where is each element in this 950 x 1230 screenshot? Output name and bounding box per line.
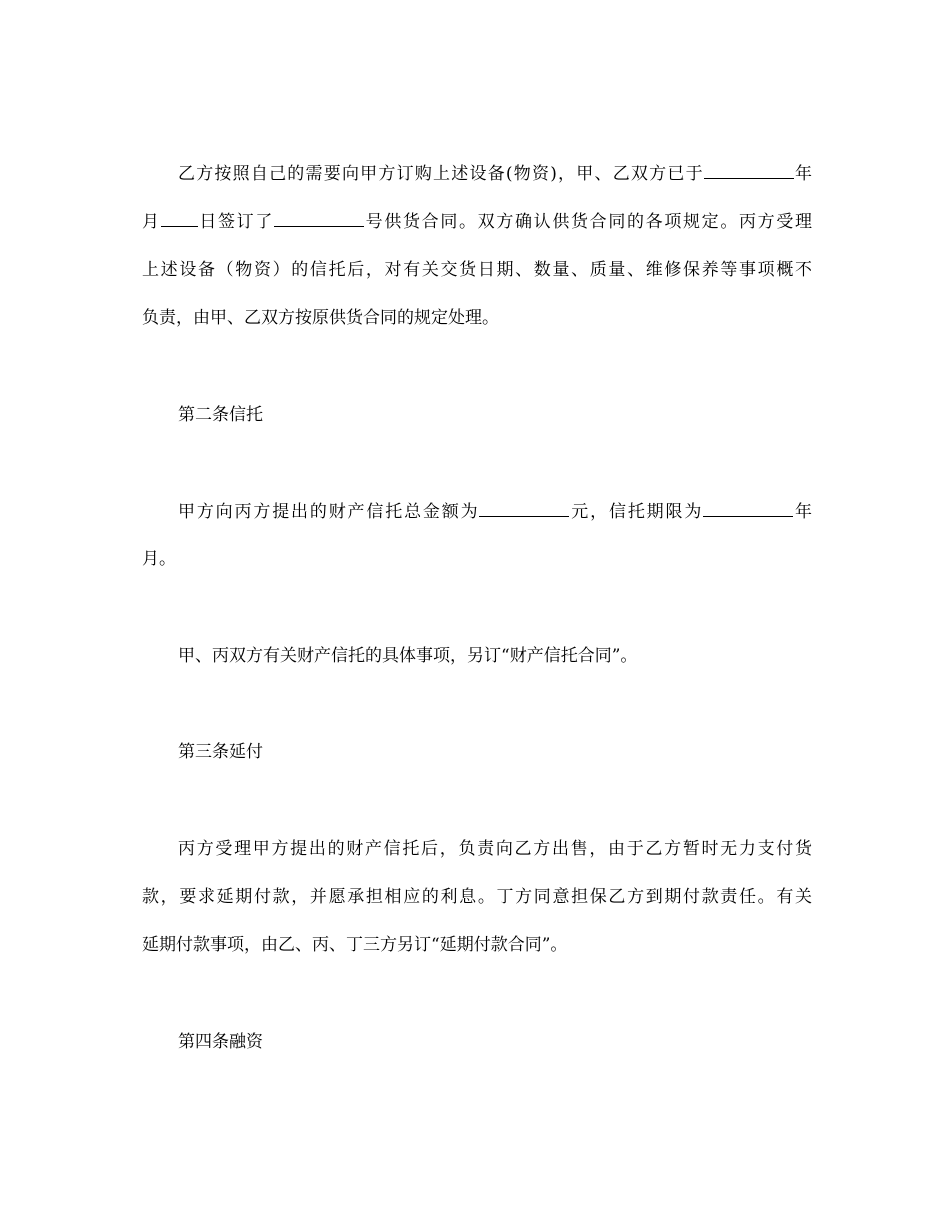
paragraph-4-line-3: 延期付款事项，由乙、丙、丁三方另订“延期付款合同”。 (142, 935, 568, 955)
article-2-heading: 第二条信托 (178, 405, 263, 425)
text: 乙方按照自己的需要向甲方订购上述设备(物资)，甲、乙双方已于 (178, 164, 704, 184)
text: 年 (793, 502, 813, 522)
text: 月 (142, 212, 161, 232)
paragraph-2-line-1 (178, 496, 812, 526)
text: 元，信托期限为 (569, 502, 704, 522)
fill-blank-amount (479, 496, 569, 517)
fill-blank-contract-no (274, 206, 364, 227)
text: 日签订了 (197, 212, 275, 232)
article-4-heading: 第四条融资 (178, 1032, 263, 1052)
fill-blank-date (704, 158, 794, 179)
paragraph-1-line-3: 上述设备（物资）的信托后，对有关交货日期、数量、质量、维修保养等事项概不 (142, 260, 812, 280)
paragraph-1-line-2 (142, 206, 812, 236)
paragraph-4-line-2: 款，要求延期付款，并愿承担相应的利息。丁方同意担保乙方到期付款责任。有关 (142, 887, 812, 907)
fill-blank-term (703, 496, 793, 517)
fill-blank-day (161, 206, 198, 227)
paragraph-2-line-2: 月。 (142, 549, 176, 569)
paragraph-1-line-1 (178, 158, 812, 188)
text: 号供货合同。双方确认供货合同的各项规定。丙方受理 (364, 212, 813, 232)
article-3-heading: 第三条延付 (178, 742, 263, 762)
paragraph-3: 甲、丙双方有关财产信托的具体事项，另订“财产信托合同”。 (178, 646, 638, 666)
paragraph-4-line-1: 丙方受理甲方提出的财产信托后，负责向乙方出售，由于乙方暂时无力支付货 (178, 839, 812, 859)
paragraph-1-line-4: 负责，由甲、乙双方按原供货合同的规定处理。 (142, 308, 499, 328)
text: 甲方向丙方提出的财产信托总金额为 (178, 502, 480, 522)
text: 年 (793, 164, 812, 184)
